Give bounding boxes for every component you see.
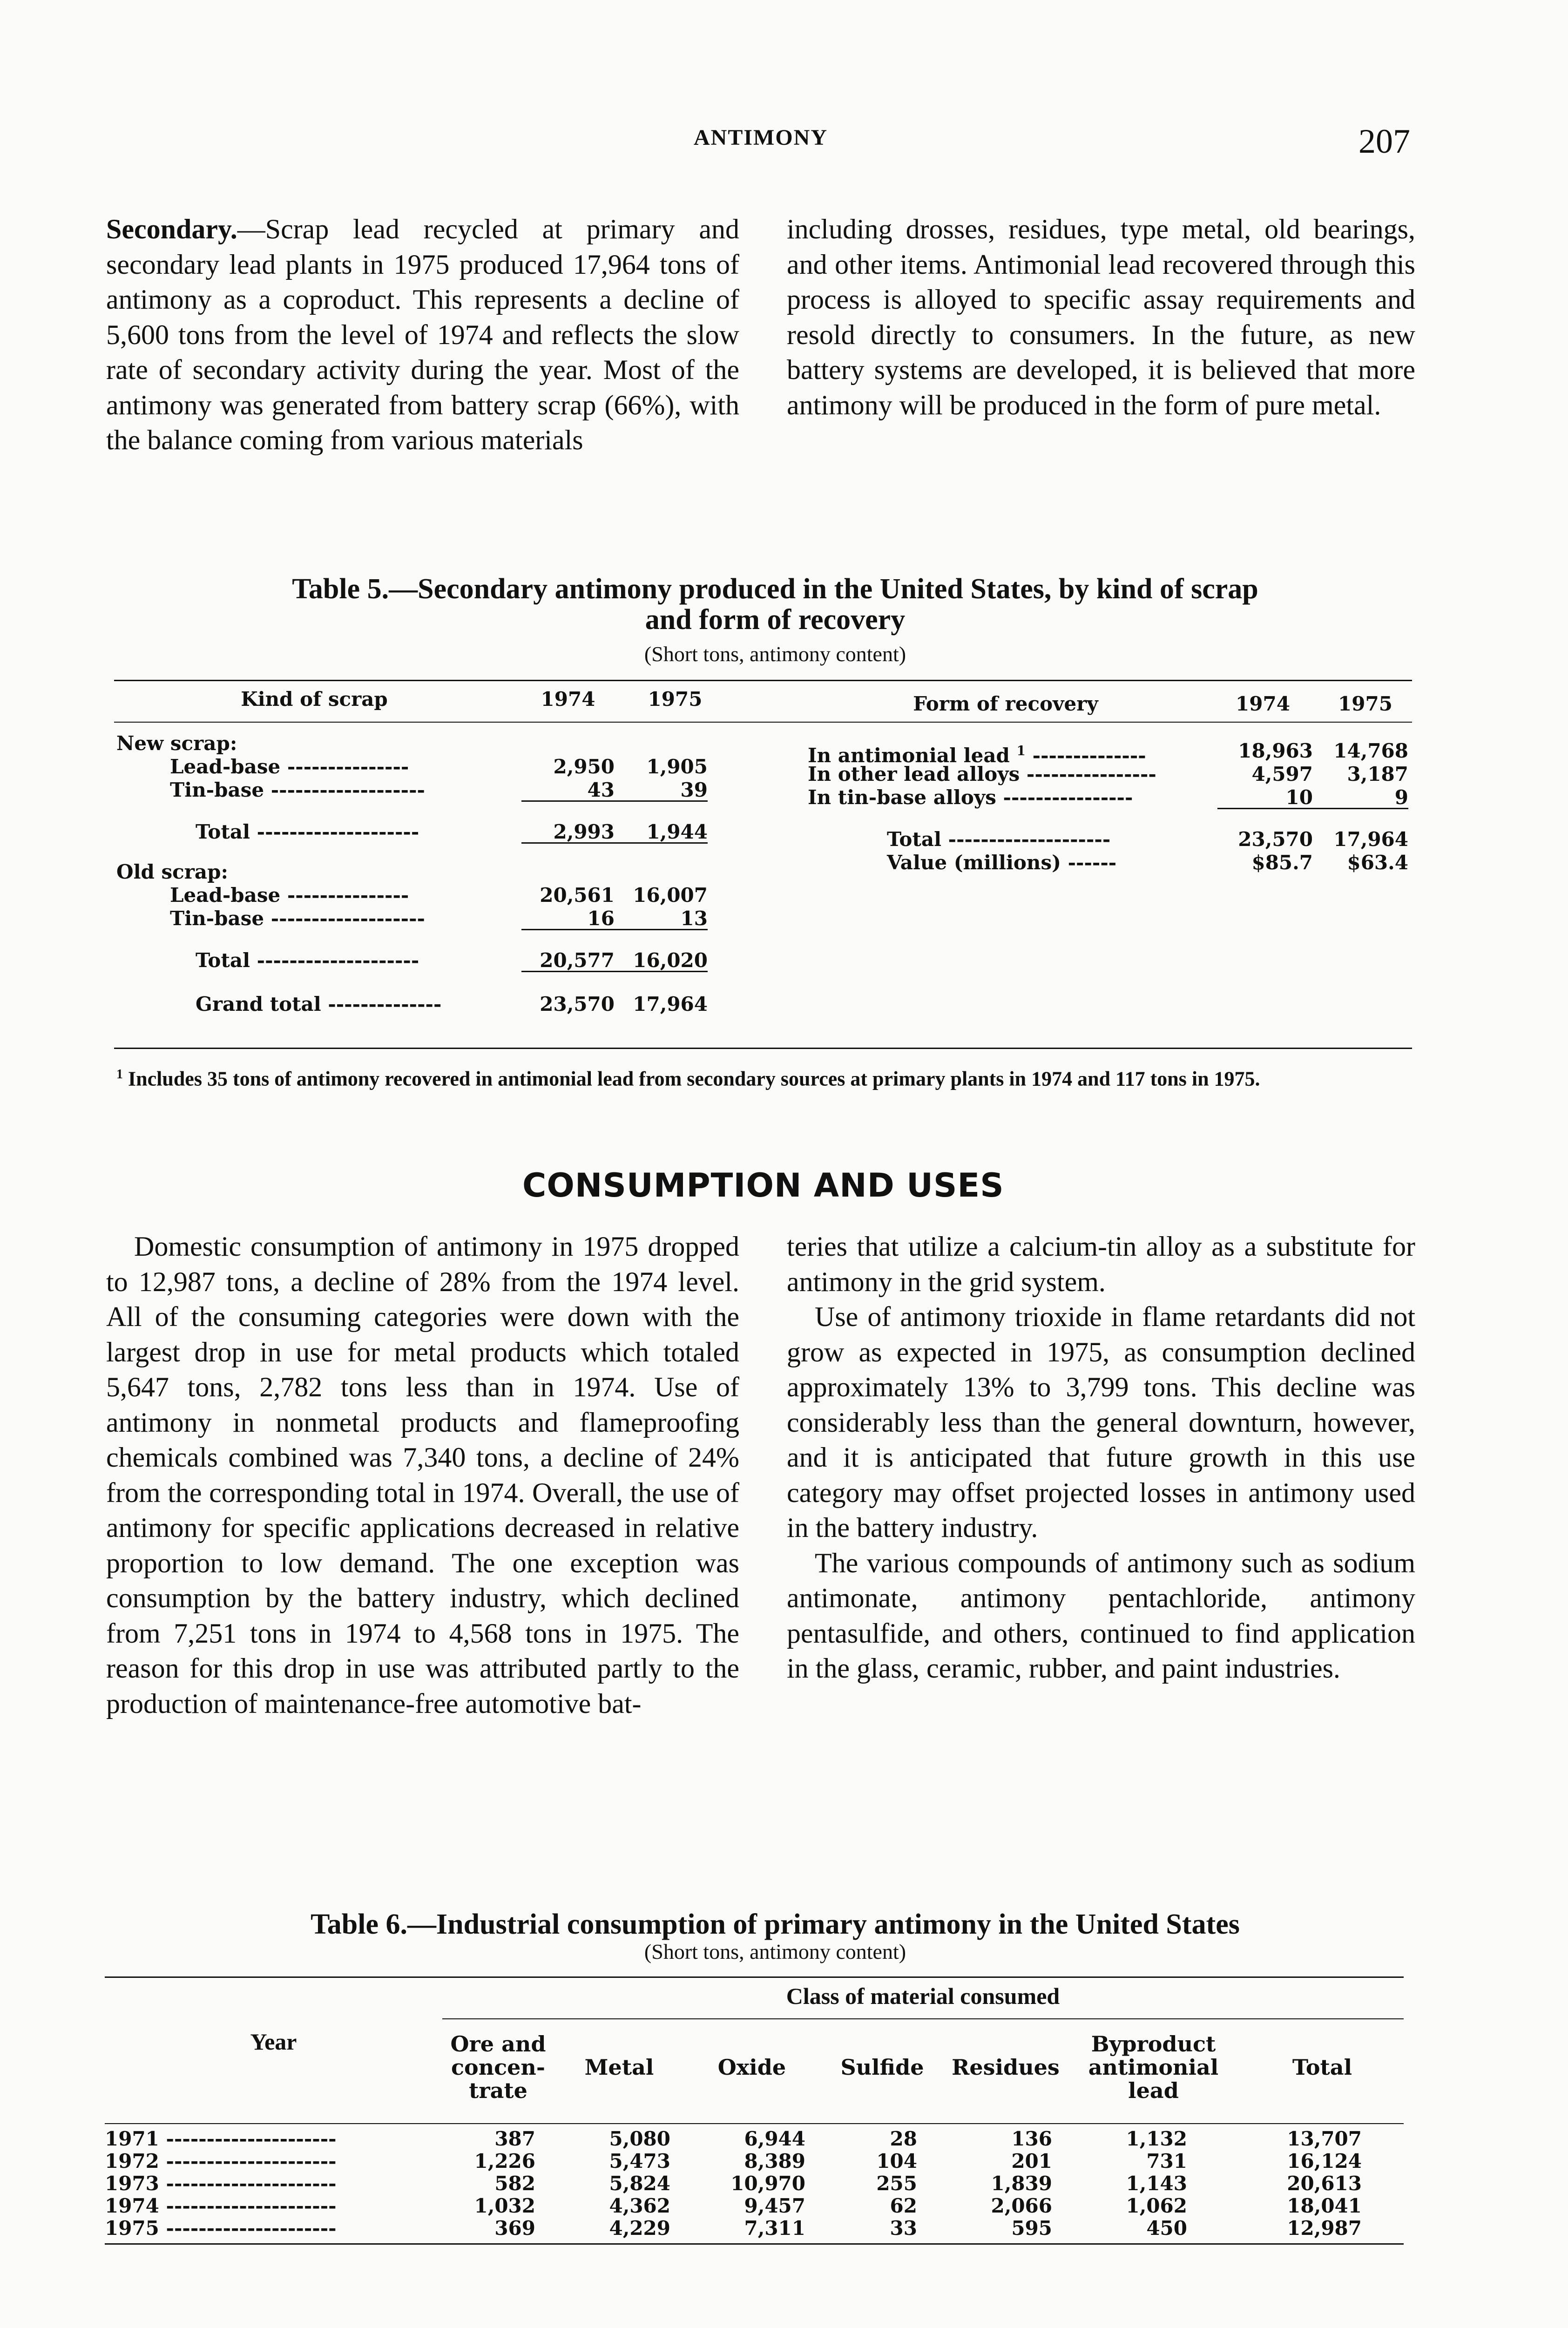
table-row: Value (millions) ------ $85.7 $63.4 (887, 851, 1408, 874)
table5-footnote: $^1$ Includes 35 tons of antimony recovered in antimonial lead from secondary sources at primary plants in 1974 and 117 tons in 1975. (116, 1067, 1260, 1090)
table-row: Grand total -------------- 23,570 17,964 (196, 993, 708, 1015)
consumption-right-p3: The various compounds of antimony such as sodium antimonate, antimony pentachloride, antimony pentasulfide, and others, continued to find application in the glass, ceramic, rubber, and paint industries. (787, 1547, 1415, 1684)
table-row: 1974 --------------------- 1,032 4,362 9,457 62 2,066 1,062 18,041 (105, 2194, 1362, 2217)
table5-right-body (808, 739, 1413, 874)
secondary-right-column (787, 212, 1415, 423)
table-row: Lead-base --------------- 20,561 16,007 (170, 884, 708, 907)
table-row: New scrap: (116, 732, 237, 755)
table-row: Tin-base ------------------- 16 13 (170, 907, 708, 930)
table6-year-header: Year (250, 2029, 297, 2055)
table6-group-rule (442, 2018, 1404, 2019)
table-row: In other lead alloys ---------------- 4,597 3,187 (808, 763, 1408, 785)
table5-left-body (116, 732, 722, 1016)
table6-top-rule (105, 1976, 1404, 1978)
table-row: Total -------------------- 2,993 1,944 (196, 820, 708, 843)
consumption-right-column (787, 1229, 1415, 1686)
table-row: 1971 --------------------- 387 5,080 6,944 28 136 1,132 13,707 (105, 2127, 1362, 2150)
running-title: ANTIMONY (694, 125, 828, 150)
table-row: 1975 --------------------- 369 4,229 7,311 33 595 450 12,987 (105, 2217, 1362, 2240)
secondary-lead: Secondary. (106, 214, 237, 244)
table6-column-headers: Ore and concen- trate Metal Oxide Sulfide Residues Byproduct antimonial lead Total (450, 2031, 1352, 2103)
table-row: 1972 --------------------- 1,226 5,473 8,389 104 201 731 16,124 (105, 2150, 1362, 2172)
table-row: Total -------------------- 20,577 16,020 (196, 949, 708, 972)
section-heading: CONSUMPTION AND USES (522, 1166, 1004, 1205)
table5-header-kind: Kind of scrap (241, 688, 388, 711)
table5-subtitle: (Short tons, antimony content) (644, 642, 906, 666)
table5-header-form: Form of recovery (913, 692, 1098, 715)
table6-group-header: Class of material consumed (786, 1983, 1060, 2009)
table-row: Old scrap: (116, 860, 228, 883)
table5-header-r1974: 1974 (1236, 692, 1290, 715)
table5-caption-line2: and form of recovery (645, 604, 906, 636)
table-row: Total -------------------- 23,570 17,964 (887, 828, 1408, 851)
table6-bottom-rule (105, 2243, 1404, 2245)
secondary-left-column (106, 212, 739, 458)
table5-header-1975: 1975 (648, 688, 703, 711)
table6-caption: Table 6.—Industrial consumption of primary antimony in the United States (311, 1908, 1240, 1940)
table-row: Lead-base --------------- 2,950 1,905 (170, 755, 708, 778)
table5-header-r1975: 1975 (1338, 692, 1392, 715)
table-row: In tin-base alloys ---------------- 10 9 (808, 786, 1408, 809)
footnote-marker: 1 (1016, 743, 1026, 758)
table-row: In antimonial lead $^1$ -------------- 18,963 14,768 (808, 739, 1408, 763)
table5-left-header (114, 687, 738, 712)
table5-caption (116, 574, 1434, 635)
table5-header-1974: 1974 (541, 688, 595, 711)
table6-subtitle: (Short tons, antimony content) (644, 1940, 906, 1963)
consumption-right-p2: Use of antimony trioxide in flame retardants did not grow as expected in 1975, as consumption declined approximately 13% to 3,799 tons. This decline was considerably less than the general downturn, however, and it is anticipated that future growth in this use category may offset projected losses in antimony used in the battery industry. (787, 1301, 1415, 1543)
consumption-left-column (106, 1229, 739, 1721)
table5-right-header (801, 691, 1415, 717)
table5-caption-line1: Table 5.—Secondary antimony produced in the United States, by kind of scrap (292, 573, 1258, 605)
page-number: 207 (1358, 122, 1410, 161)
table5-bottom-rule (114, 1048, 1412, 1049)
table5-header-rule (114, 722, 1412, 723)
table5-top-rule (114, 680, 1412, 681)
consumption-right-p1: teries that utilize a calcium-tin alloy as a substitute for antimony in the grid system. (787, 1231, 1415, 1297)
table-row: Tin-base ------------------- 43 39 (170, 778, 708, 801)
secondary-right-text: including drosses, residues, type metal, old bearings, and other items. Antimonial lead recovered through this process is alloyed to specific assay requirements and resold directly to consumers. In the future, as new battery systems are developed, it is believed that more antimony will be produced in the form of pure metal. (787, 214, 1415, 420)
table6-body (105, 2128, 1404, 2240)
secondary-left-text: —Scrap lead recycled at primary and secondary lead plants in 1975 produced 17,964 tons of antimony as a coproduct. This represents a decline of 5,600 tons from the level of 1974 and reflects the slow rate of secondary activity during the year. Most of the antimony was generated from battery scrap (66%), with the balance coming from various materials (106, 214, 739, 455)
table6-header-rule (105, 2123, 1404, 2124)
table-row: 1973 --------------------- 582 5,824 10,970 255 1,839 1,143 20,613 (105, 2172, 1362, 2195)
consumption-left-text: Domestic consumption of antimony in 1975 dropped to 12,987 tons, a decline of 28% from the 1974 level. All of the consuming categories were down with the largest drop in use for metal products which totaled 5,647 tons, 2,782 tons less than in 1974. Use of antimony in nonmetal products and flameproofing chemicals combined was 7,340 tons, a decline of 24% from the corresponding total in 1974. Overall, the use of antimony for specific applications decreased in relative proportion to low demand. The one exception was consumption by the battery industry, which declined from 7,251 tons in 1974 to 4,568 tons in 1975. The reason for this drop in use was attributed partly to the production of maintenance-free automotive bat- (106, 1231, 739, 1719)
